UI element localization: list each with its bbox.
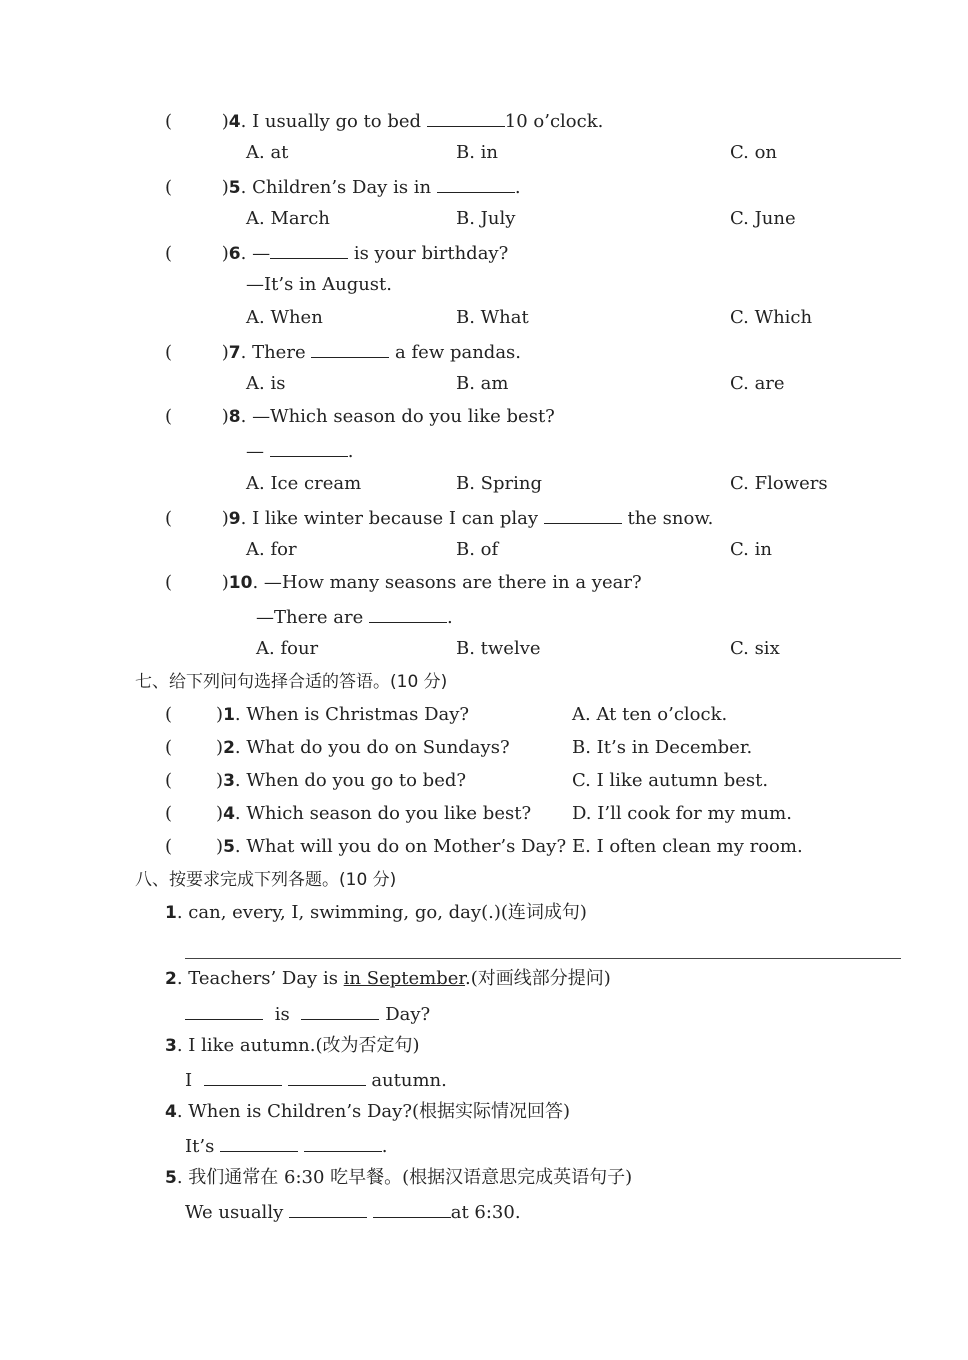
response-end: .: [446, 607, 453, 628]
task-5-answer: [185, 1199, 521, 1225]
question-5-row: ( )5. Children’s Day is in .: [165, 174, 521, 200]
task-2: [165, 967, 611, 991]
blank[interactable]: [427, 108, 505, 127]
question-text: . When is Christmas Day?: [234, 704, 470, 725]
question-text: . When do you go to bed?: [234, 770, 467, 791]
answer-paren: (: [165, 572, 173, 593]
question-number: 5: [228, 178, 241, 198]
response-dash: —: [246, 441, 270, 462]
question-7-row: ( )7. There a few pandas.: [165, 339, 521, 365]
task-number: 5: [165, 1168, 177, 1188]
option-b: B. am: [456, 373, 509, 394]
blank[interactable]: [301, 1001, 379, 1020]
blank[interactable]: [270, 438, 348, 457]
question-text-end: 10 o’clock.: [504, 111, 604, 132]
question-number: 4: [223, 804, 235, 824]
option-c: C. Which: [730, 307, 813, 328]
blank[interactable]: [544, 505, 622, 524]
answer-end: autumn.: [371, 1070, 447, 1091]
task-3-answer: [185, 1067, 447, 1093]
dialogue-response: [256, 604, 453, 630]
match-answer: D. I’ll cook for my mum.: [572, 803, 792, 824]
blank[interactable]: [185, 1001, 263, 1020]
blank[interactable]: [288, 1067, 366, 1086]
question-text: . Which season do you like best?: [234, 803, 532, 824]
task-number: 2: [165, 969, 177, 989]
question-number: 3: [223, 771, 235, 791]
answer-word: is: [274, 1004, 290, 1025]
question-number: 2: [223, 738, 235, 758]
option-a: A. Ice cream: [246, 473, 362, 494]
task-instruction: .(对画线部分提问): [465, 968, 611, 989]
question-number: 7: [228, 343, 241, 363]
question-number: 10: [228, 573, 253, 593]
question-text: . I like winter because I can play: [240, 508, 544, 529]
option-c: C. Flowers: [730, 473, 828, 494]
question-text-end: .: [514, 177, 521, 198]
answer-start: We usually: [185, 1202, 284, 1223]
blank[interactable]: [289, 1199, 367, 1218]
task-text: . can, every, I, swimming, go, day(.)(连词成句): [176, 902, 587, 923]
question-text-end: is your birthday?: [348, 243, 509, 264]
option-a: A. at: [246, 142, 289, 163]
option-c: C. in: [730, 539, 772, 560]
question-text: . Children’s Day is in: [240, 177, 437, 198]
question-9-row: ( )9. I like winter because I can play the snow.: [165, 505, 713, 531]
blank[interactable]: [369, 604, 447, 623]
answer-paren: (: [165, 342, 173, 363]
question-number: 1: [223, 705, 235, 725]
match-question-row: ( )5. What will you do on Mother’s Day?: [165, 836, 567, 857]
blank[interactable]: [437, 174, 515, 193]
question-4-row: ( )4. I usually go to bed 10 o’clock.: [165, 108, 603, 134]
option-b: B. July: [456, 208, 516, 229]
section-8-heading: 八、按要求完成下列各题。(10 分): [135, 870, 397, 890]
answer-line[interactable]: [185, 957, 901, 959]
question-text: . There: [240, 342, 312, 363]
task-number: 3: [165, 1036, 177, 1056]
option-a: A. When: [246, 307, 323, 328]
question-text: . What do you do on Sundays?: [234, 737, 510, 758]
answer-start: I: [185, 1070, 193, 1091]
match-question-row: ( )4. Which season do you like best?: [165, 803, 532, 824]
option-b: B. What: [456, 307, 529, 328]
dialogue-response: [246, 438, 353, 464]
answer-start: It’s: [185, 1136, 215, 1157]
response-end: .: [347, 441, 354, 462]
blank[interactable]: [304, 1133, 382, 1152]
section-7-heading: 七、给下列问句选择合适的答语。(10 分): [135, 672, 448, 692]
match-question-row: ( )2. What do you do on Sundays?: [165, 737, 510, 758]
match-question-row: ( )1. When is Christmas Day?: [165, 704, 470, 725]
question-text: . —How many seasons are there in a year?: [252, 572, 642, 593]
question-6-row: ( )6. — is your birthday?: [165, 240, 508, 266]
question-text: . —Which season do you like best?: [240, 406, 555, 427]
task-number: 1: [165, 903, 177, 923]
option-b: B. in: [456, 142, 499, 163]
task-number: 4: [165, 1102, 177, 1122]
question-8-row: ( )8. —Which season do you like best?: [165, 406, 555, 427]
task-text: . When is Children’s Day?(根据实际情况回答): [176, 1101, 571, 1122]
dialogue-response: —It’s in August.: [246, 274, 392, 295]
response-text: —There are: [256, 607, 369, 628]
question-text: . I usually go to bed: [240, 111, 427, 132]
option-b: B. Spring: [456, 473, 543, 494]
question-number: 9: [228, 509, 241, 529]
answer-paren: (: [165, 243, 173, 264]
task-5: [165, 1166, 632, 1190]
match-answer: B. It’s in December.: [572, 737, 753, 758]
answer-paren: (: [165, 111, 173, 132]
task-text: . Teachers’ Day is: [176, 968, 344, 989]
task-4-answer: [185, 1133, 388, 1159]
task-3: [165, 1034, 420, 1058]
task-2-answer: [185, 1001, 430, 1027]
task-text: . 我们通常在 6:30 吃早餐。(根据汉语意思完成英语句子): [176, 1167, 633, 1188]
option-c: C. are: [730, 373, 785, 394]
question-number: 5: [223, 837, 235, 857]
question-text-end: the snow.: [621, 508, 714, 529]
option-a: A. is: [246, 373, 286, 394]
answer-paren: (: [165, 508, 173, 529]
blank[interactable]: [311, 339, 389, 358]
answer-end: at 6:30.: [450, 1202, 521, 1223]
answer-end: Day?: [385, 1004, 431, 1025]
option-c: C. June: [730, 208, 796, 229]
task-text: . I like autumn.(改为否定句): [176, 1035, 420, 1056]
match-question-row: ( )3. When do you go to bed?: [165, 770, 467, 791]
answer-end: .: [381, 1136, 388, 1157]
question-text-end: a few pandas.: [389, 342, 522, 363]
option-c: C. on: [730, 142, 778, 163]
question-text: . —: [240, 243, 271, 264]
answer-paren: (: [165, 406, 173, 427]
option-a: A. four: [256, 638, 319, 659]
question-number: 8: [228, 407, 241, 427]
blank[interactable]: [270, 240, 348, 259]
question-10-row: ( )10. —How many seasons are there in a year?: [165, 572, 642, 593]
blank[interactable]: [204, 1067, 282, 1086]
underlined-phrase: in September: [343, 968, 466, 989]
option-b: B. of: [456, 539, 499, 560]
match-answer: E. I often clean my room.: [572, 836, 803, 857]
option-a: A. for: [246, 539, 297, 560]
answer-paren: (: [165, 177, 173, 198]
blank[interactable]: [220, 1133, 298, 1152]
match-answer: A. At ten o’clock.: [572, 704, 728, 725]
blank[interactable]: [373, 1199, 451, 1218]
option-c: C. six: [730, 638, 780, 659]
question-number: 6: [228, 244, 241, 264]
option-a: A. March: [246, 208, 330, 229]
task-4: [165, 1100, 570, 1124]
task-1: [165, 901, 587, 925]
match-answer: C. I like autumn best.: [572, 770, 769, 791]
question-number: 4: [228, 112, 241, 132]
question-text: . What will you do on Mother’s Day?: [234, 836, 567, 857]
option-b: B. twelve: [456, 638, 541, 659]
